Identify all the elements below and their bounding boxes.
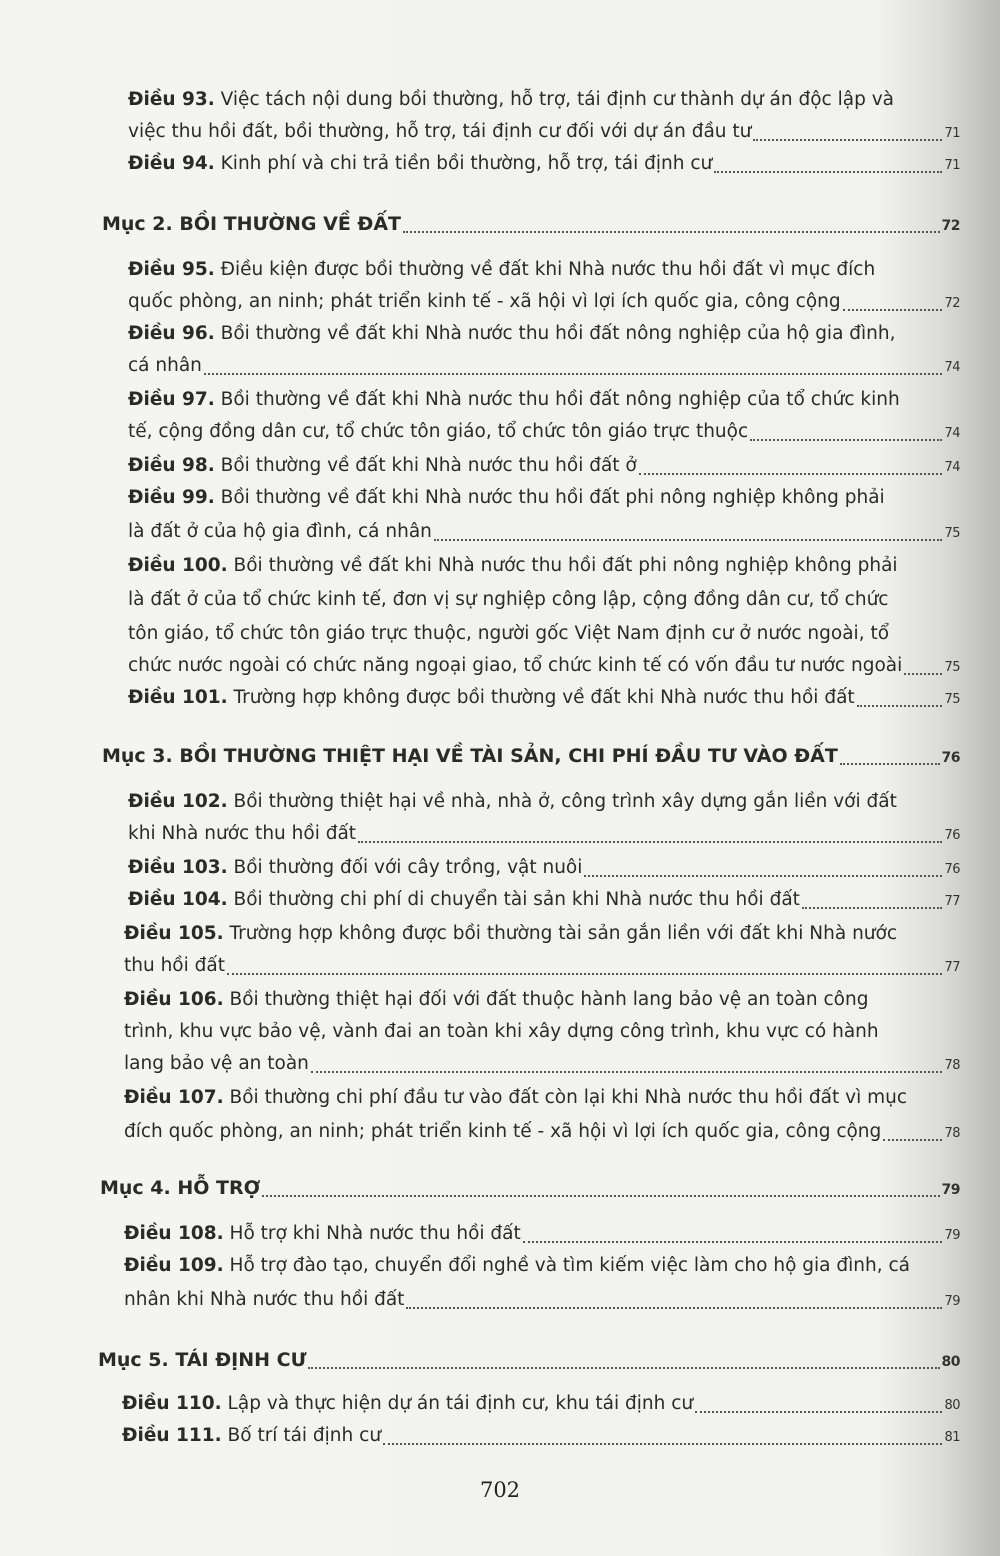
entry-title: Trường hợp không được bồi thường tài sản gắn liền với đất khi Nhà nước [229,923,898,944]
toc-entry-107-cont [124,1116,960,1150]
page-ref: 71 [944,126,960,141]
dot-leader [857,705,943,707]
toc-entry-106 [124,984,868,1016]
dot-leader [883,1139,942,1141]
entry-title: Bồi thường về đất khi Nhà nước thu hồi đất phi nông nghiệp không phải [220,487,885,508]
entry-title: Bồi thường thiệt hại về nhà, nhà ở, công trình xây dựng gắn liền với đất [233,791,897,812]
toc-entry-96-cont [128,350,960,384]
entry-title: Bồi thường về đất khi Nhà nước thu hồi đất nông nghiệp của hộ gia đình, [220,323,896,344]
toc-section-2 [102,208,960,242]
page-ref: 79 [944,1294,960,1309]
dot-leader [750,439,942,441]
page-ref: 78 [944,1126,960,1141]
dot-leader [840,763,940,765]
toc-entry-99 [128,482,885,514]
page-ref: 72 [944,296,960,311]
page-ref: 79 [944,1228,960,1243]
toc-entry-105 [124,918,897,950]
page-ref: 75 [944,660,960,675]
page-ref: 75 [944,692,960,707]
page-ref: 79 [941,1182,960,1198]
toc-entry-107 [124,1082,907,1114]
entry-title: Bồi thường thiệt hại đối với đất thuộc hành lang bảo vệ an toàn công [229,989,869,1010]
dot-leader [227,973,942,975]
entry-title: Hỗ trợ khi Nhà nước thu hồi đất [229,1223,521,1244]
entry-title: trình, khu vực bảo vệ, vành đai an toàn khi xây dựng công trình, khu vực có hành [124,1021,879,1042]
dot-leader [639,473,943,475]
page-ref: 80 [944,1398,960,1413]
page-ref: 76 [944,862,960,877]
toc-entry-93-cont [128,116,960,150]
dot-leader [308,1367,939,1369]
toc-entry-97 [128,384,900,416]
entry-title: Bồi thường đối với cây trồng, vật nuôi [233,857,583,878]
entry-title: quốc phòng, an ninh; phát triển kinh tế - xã hội vì lợi ích quốc gia, công cộng [128,291,841,312]
entry-title: Điều kiện được bồi thường về đất khi Nhà nước thu hồi đất vì mục đích [220,259,876,280]
entry-title: nhân khi Nhà nước thu hồi đất [124,1289,405,1310]
dot-leader [403,231,940,233]
page-ref: 78 [944,1058,960,1073]
entry-title: việc thu hồi đất, bồi thường, hỗ trợ, tái định cư đối với dự án đầu tư [128,121,752,142]
entry-title: Bố trí tái định cư [227,1425,382,1446]
entry-title: là đất ở của tổ chức kinh tế, đơn vị sự nghiệp công lập, cộng đồng dân cư, tổ chức [128,589,889,610]
entry-title: đích quốc phòng, an ninh; phát triển kinh tế - xã hội vì lợi ích quốc gia, công cộng [124,1121,882,1142]
page-ref: 77 [944,960,960,975]
entry-label: Điều 94. [128,153,215,174]
entry-label: Điều 100. [128,555,228,576]
toc-entry-108 [124,1218,960,1252]
toc-entry-93 [128,84,894,116]
page-ref: 77 [944,894,960,909]
entry-label: Điều 108. [124,1223,224,1244]
entry-label: Điều 107. [124,1087,224,1108]
entry-title: Bồi thường về đất khi Nhà nước thu hồi đất phi nông nghiệp không phải [233,555,898,576]
toc-entry-102-cont [128,818,960,852]
toc-entry-95 [128,254,875,286]
toc-section-3 [102,740,960,774]
entry-label: Điều 102. [128,791,228,812]
dot-leader [262,1195,939,1197]
dot-leader [843,309,943,311]
dot-leader [358,841,942,843]
entry-title: chức nước ngoài có chức năng ngoại giao, tổ chức kinh tế có vốn đầu tư nước ngoài [128,655,903,676]
entry-title: thu hồi đất [124,955,225,976]
dot-leader [523,1241,943,1243]
dot-leader [695,1411,942,1413]
section-title: Mục 4. HỖ TRỢ [100,1177,261,1199]
entry-label: Điều 104. [128,889,228,910]
toc-entry-106-cont [124,1048,960,1082]
dot-leader [904,673,942,675]
entry-label: Điều 93. [128,89,215,110]
toc-entry-103 [128,852,960,886]
page-ref: 74 [944,460,960,475]
page-ref: 74 [944,360,960,375]
entry-label: Điều 99. [128,487,215,508]
toc-section-4 [100,1172,960,1206]
toc-entry-102 [128,786,897,818]
entry-title: cá nhân [128,355,202,376]
entry-title: Bồi thường chi phí đầu tư vào đất còn lại khi Nhà nước thu hồi đất vì mục [229,1087,908,1108]
entry-label: Điều 95. [128,259,215,280]
entry-label: Điều 103. [128,857,228,878]
toc-entry-101 [128,682,960,716]
entry-title: tôn giáo, tổ chức tôn giáo trực thuộc, người gốc Việt Nam định cư ở nước ngoài, tổ [128,623,890,644]
entry-title: Bồi thường chi phí di chuyển tài sản khi Nhà nước thu hồi đất [233,889,800,910]
page-ref: 81 [944,1430,960,1445]
toc-entry-100-line3 [128,618,889,650]
section-title: Mục 3. BỒI THƯỜNG THIỆT HẠI VỀ TÀI SẢN, CHI PHÍ ĐẦU TƯ VÀO ĐẤT [102,745,838,767]
entry-title: Hỗ trợ đào tạo, chuyển đổi nghề và tìm kiếm việc làm cho hộ gia đình, cá [229,1255,910,1276]
entry-label: Điều 109. [124,1255,224,1276]
toc-entry-109 [124,1250,910,1282]
entry-label: Điều 110. [122,1393,222,1414]
toc-entry-96 [128,318,896,350]
toc-entry-100-cont [128,650,960,684]
entry-label: Điều 106. [124,989,224,1010]
page-number: 702 [479,1478,521,1502]
entry-label: Điều 97. [128,389,215,410]
toc-entry-109-cont [124,1284,960,1318]
dot-leader [802,907,943,909]
toc-entry-95-cont [128,286,960,320]
entry-label: Điều 105. [124,923,224,944]
entry-label: Điều 101. [128,687,228,708]
toc-entry-111 [122,1420,960,1454]
toc-entry-110 [122,1388,960,1422]
entry-label: Điều 96. [128,323,215,344]
entry-title: Bồi thường về đất khi Nhà nước thu hồi đất ở [220,455,637,476]
toc-entry-104 [128,884,960,918]
page-ref: 72 [941,218,960,234]
entry-title: lang bảo vệ an toàn [124,1053,309,1074]
entry-title: Bồi thường về đất khi Nhà nước thu hồi đất nông nghiệp của tổ chức kinh [220,389,900,410]
section-title: Mục 5. TÁI ĐỊNH CƯ [98,1349,307,1371]
entry-title: Lập và thực hiện dự án tái định cư, khu tái định cư [227,1393,694,1414]
page-ref: 80 [941,1354,960,1370]
entry-label: Điều 111. [122,1425,222,1446]
toc-entry-99-cont [128,516,960,550]
toc-entry-98 [128,450,960,484]
toc-entry-105-cont [124,950,960,984]
entry-title: là đất ở của hộ gia đình, cá nhân [128,521,432,542]
toc-entry-94 [128,148,960,182]
dot-leader [383,1443,942,1445]
page-ref: 76 [944,828,960,843]
entry-title: Trường hợp không được bồi thường về đất khi Nhà nước thu hồi đất [233,687,855,708]
dot-leader [714,171,942,173]
entry-title: Kinh phí và chi trả tiền bồi thường, hỗ trợ, tái định cư [220,153,713,174]
dot-leader [434,539,943,541]
entry-label: Điều 98. [128,455,215,476]
dot-leader [204,373,943,375]
toc-entry-97-cont [128,416,960,450]
page-ref: 76 [941,750,960,766]
entry-title: tế, cộng đồng dân cư, tổ chức tôn giáo, tổ chức tôn giáo trực thuộc [128,421,749,442]
dot-leader [406,1307,942,1309]
toc-entry-100 [128,550,898,582]
page-ref: 74 [944,426,960,441]
page-ref: 75 [944,526,960,541]
entry-title: Việc tách nội dung bồi thường, hỗ trợ, tái định cư thành dự án độc lập và [220,89,894,110]
dot-leader [584,875,942,877]
dot-leader [311,1071,943,1073]
section-title: Mục 2. BỒI THƯỜNG VỀ ĐẤT [102,213,402,235]
page-ref: 71 [944,158,960,173]
toc-section-5 [98,1344,960,1378]
toc-entry-106-line2 [124,1016,879,1048]
entry-title: khi Nhà nước thu hồi đất [128,823,357,844]
dot-leader [753,139,942,141]
toc-entry-100-line2 [128,584,888,616]
